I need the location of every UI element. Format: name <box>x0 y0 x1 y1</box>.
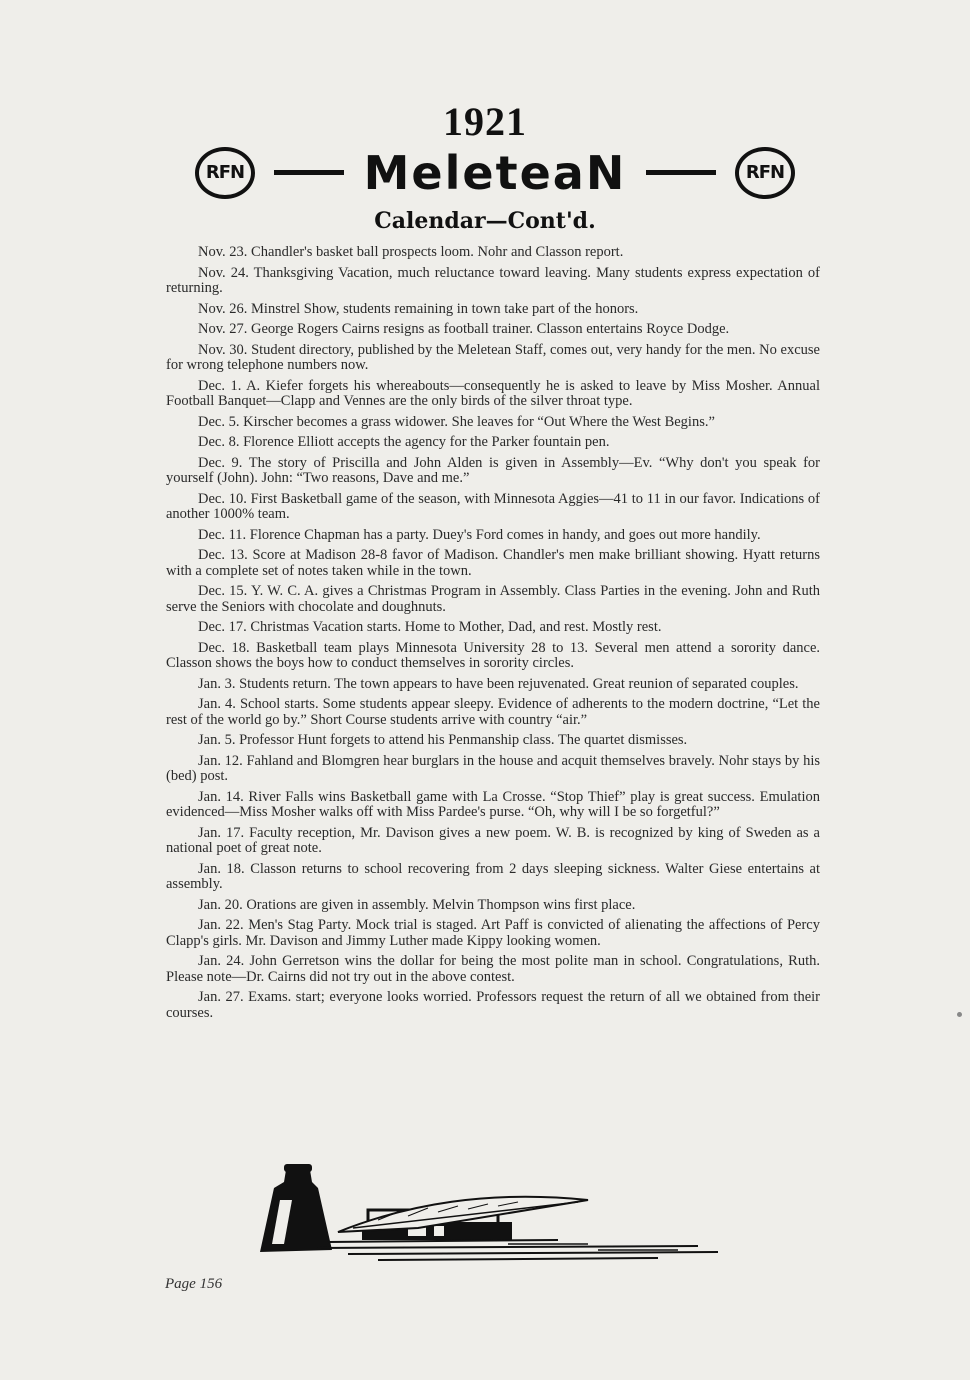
calendar-entry: Nov. 26. Minstrel Show, students remaining in town take part of the honors. <box>198 300 639 317</box>
calendar-entry: Jan. 14. River Falls wins Basketball game with La Crosse. “Stop Thief” play is great success. Emulation evidenced—Miss Mosher walks off with Miss Pardee's purse. “Oh, why will I be so forgetful?” <box>166 788 820 820</box>
calendar-entry: Dec. 1. A. Kiefer forgets his whereabouts—consequently he is asked to leave by Miss Mosher. Annual Football Banquet—Clapp and Vennes are the only birds of the silver throat type. <box>166 377 820 409</box>
section-subtitle: Calendar—Cont'd. <box>374 208 596 234</box>
banner-dash-right <box>646 170 716 175</box>
masthead-title: MeleteaN <box>363 145 627 200</box>
calendar-entry: Nov. 27. George Rogers Cairns resigns as football trainer. Classon entertains Royce Dodge. <box>198 321 730 337</box>
calendar-entry: Jan. 22. Men's Stag Party. Mock trial is staged. Art Paff is convicted of alienating the affections of Percy Clapp's girls. Mr. Davison and Jimmy Luther made Kippy looking women. <box>166 917 820 949</box>
banner-dash-left <box>274 170 344 175</box>
calendar-entry: Dec. 9. The story of Priscilla and John Alden is given in Assembly—Ev. “Why don't you speak for yourself (John). John: “Two reasons, Dave and me.” <box>166 454 820 486</box>
calendar-entry: Nov. 30. Student directory, published by the Meletean Staff, comes out, very handy for the men. No excuse for wrong telephone numbers now. <box>166 341 820 373</box>
monogram-right-icon: RFN <box>735 147 795 199</box>
page-number: Page 156 <box>165 1276 223 1292</box>
calendar-entry: Jan. 5. Professor Hunt forgets to attend his Penmanship class. The quartet dismisses. <box>198 732 688 748</box>
calendar-entry: Dec. 18. Basketball team plays Minnesota University 28 to 13. Several men attend a sorority dance. Classon shows the boys how to conduct themselves in sorority circles. <box>166 639 820 671</box>
calendar-entry: Jan. 12. Fahland and Blomgren hear burglars in the house and acquit themselves bravely. Nohr stays by his (bed) post. <box>166 752 820 784</box>
calendar-entry: Dec. 8. Florence Elliott accepts the agency for the Parker fountain pen. <box>198 434 610 450</box>
calendar-entry: Jan. 20. Orations are given in assembly. Melvin Thompson wins first place. <box>198 896 636 913</box>
calendar-entry: Jan. 18. Classon returns to school recovering from 2 days sleeping sickness. Walter Giese entertains at assembly. <box>166 860 820 892</box>
calendar-entry: Dec. 15. Y. W. C. A. gives a Christmas Program in Assembly. Class Parties in the evening. John and Ruth serve the Seniors with chocolate and doughnuts. <box>166 583 820 615</box>
calendar-entry: Dec. 17. Christmas Vacation starts. Home to Mother, Dad, and rest. Mostly rest. <box>198 619 662 635</box>
calendar-entry: Nov. 24. Thanksgiving Vacation, much reluctance toward leaving. Many students express expectation of returning. <box>166 264 820 296</box>
calendar-entry: Jan. 4. School starts. Some students appear sleepy. Evidence of adherents to the modern doctrine, “Let the rest of the world go by.” Short Course students arrive with country “air.” <box>166 696 820 728</box>
calendar-entry: Jan. 27. Exams. start; everyone looks worried. Professors request the return of all we obtained from their courses. <box>166 989 820 1021</box>
calendar-entry: Dec. 11. Florence Chapman has a party. Duey's Ford comes in handy, and goes out more handily. <box>198 526 761 543</box>
inkwell-quill-illustration <box>258 1160 728 1270</box>
calendar-entry: Dec. 10. First Basketball game of the season, with Minnesota Aggies—41 to 11 in our favor. Indications of another 1000% team. <box>166 490 820 522</box>
calendar-entry: Jan. 17. Faculty reception, Mr. Davison gives a new poem. W. B. is recognized by king of Sweden as a national poet of great note. <box>166 824 820 856</box>
calendar-entry: Jan. 3. Students return. The town appears to have been rejuvenated. Great reunion of separated couples. <box>198 675 799 692</box>
calendar-entries <box>166 245 820 1026</box>
year-heading: 1921 <box>443 99 527 144</box>
paper-speck <box>957 1012 962 1017</box>
calendar-entry: Dec. 13. Score at Madison 28-8 favor of Madison. Chandler's men make brilliant showing. Hyatt returns with a complete set of notes taken while in the town. <box>166 547 820 579</box>
masthead-banner <box>195 140 795 205</box>
calendar-entry: Jan. 24. John Gerretson wins the dollar for being the most polite man in school. Congratulations, Ruth. Please note—Dr. Cairns did not try out in the above contest. <box>166 953 820 985</box>
calendar-entry: Dec. 5. Kirscher becomes a grass widower. She leaves for “Out Where the West Begins.” <box>198 413 715 430</box>
calendar-entry: Nov. 23. Chandler's basket ball prospects loom. Nohr and Classon report. <box>198 244 624 260</box>
monogram-left-icon: RFN <box>195 147 255 199</box>
